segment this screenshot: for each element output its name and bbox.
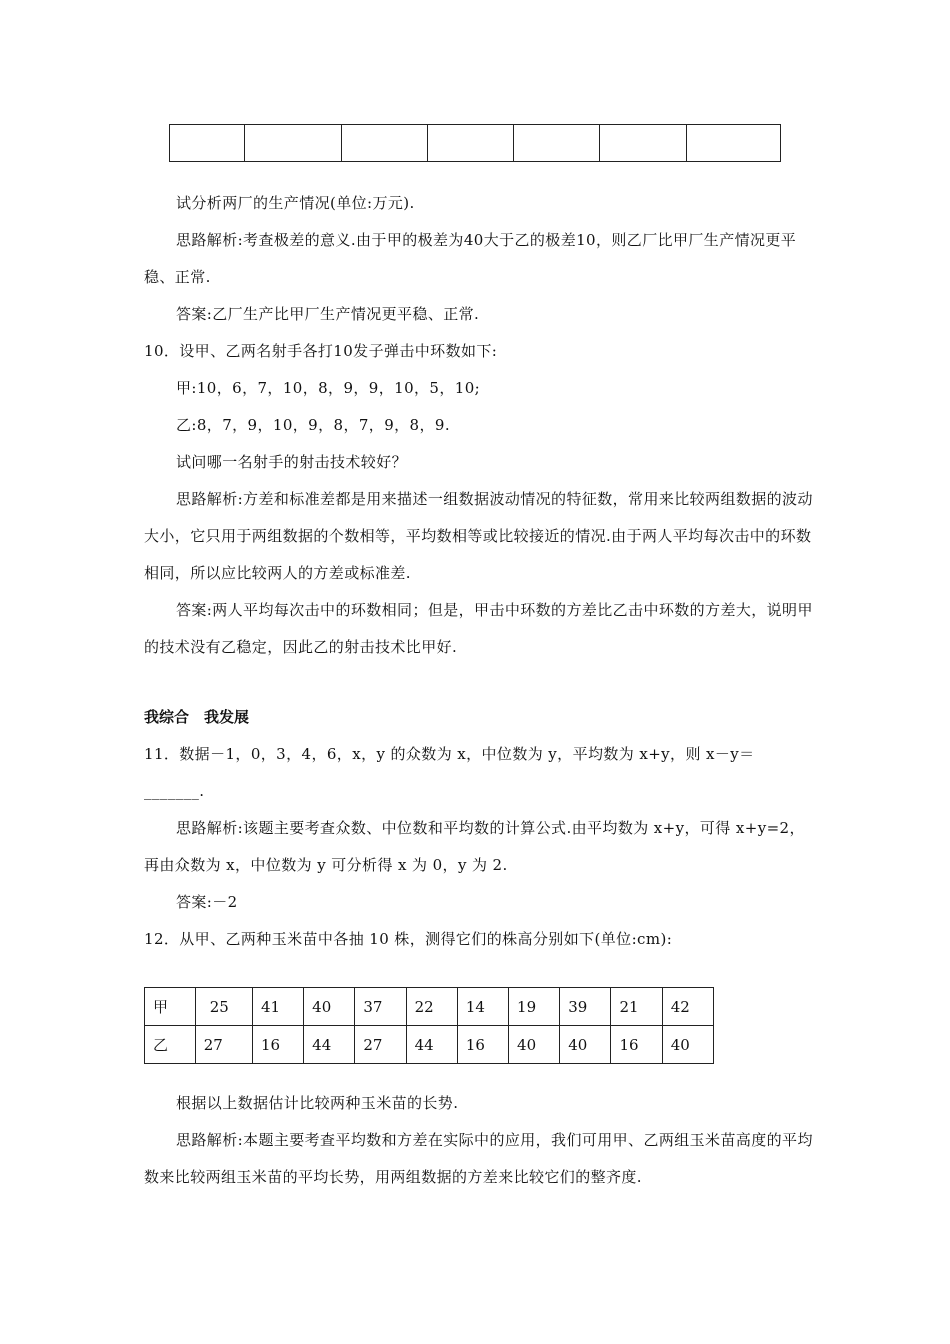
table-cell: 41 [252,988,303,1026]
table-cell: 16 [457,1026,508,1064]
q10-analysis: 思路解析:方差和标准差都是用来描述一组数据波动情况的特征数，常用来比较两组数据的波动大小，它只用于两组数据的个数相等，平均数相等或比较接近的情况.由于两人平均每次击中的环数相同，所以应比较两人的方差或标准差. [144,490,813,582]
table-cell: 乙 [145,1026,196,1064]
q11-answer-blank: _______. [144,782,205,800]
table-cell: 40 [304,988,355,1026]
table-cell: 16 [252,1026,303,1064]
table-cell: 甲 [145,988,196,1026]
table-cell [170,125,245,162]
q12-stem: 12．从甲、乙两种玉米苗中各抽 10 株，测得它们的株高分别如下(单位:cm): [144,930,673,948]
table-cell [427,125,513,162]
table-cell [514,125,600,162]
table-cell: 37 [355,988,406,1026]
q10-answer: 答案:两人平均每次击中的环数相同；但是，甲击中环数的方差比乙击中环数的方差大，说明甲的技术没有乙稳定，因此乙的射击技术比甲好. [144,601,813,656]
table-row [170,125,781,162]
q12-analysis: 思路解析:本题主要考查平均数和方差在实际中的应用，我们可用甲、乙两组玉米苗高度的平均数来比较两组玉米苗的平均长势，用两组数据的方差来比较它们的整齐度. [144,1131,813,1186]
table-cell: 16 [611,1026,662,1064]
q10-stem: 10．设甲、乙两名射手各打10发子弹击中环数如下: [144,342,498,360]
q12-question-text: 根据以上数据估计比较两种玉米苗的长势. [176,1094,459,1112]
table-cell: 40 [662,1026,713,1064]
table-cell: 44 [304,1026,355,1064]
table-cell: 42 [662,988,713,1026]
q11-analysis: 思路解析:该题主要考查众数、中位数和平均数的计算公式.由平均数为 x+y，可得 x+y=2，再由众数为 x，中位数为 y 可分析得 x 为 0，y 为 2. [144,819,805,874]
table-cell: 44 [406,1026,457,1064]
production-table-fragment [169,124,781,162]
table-cell: 19 [509,988,560,1026]
table-cell [341,125,427,162]
corn-height-table [144,987,714,1064]
table-cell: 27 [355,1026,406,1064]
table-cell [600,125,686,162]
table-cell: 22 [406,988,457,1026]
table-cell: 27 [195,1026,252,1064]
section-heading: 我综合 我发展 [144,708,250,726]
table-cell: 25 [195,988,252,1026]
table-cell: 40 [509,1026,560,1064]
q9-question-text: 试分析两厂的生产情况(单位:万元). [176,194,415,212]
table-cell: 39 [560,988,611,1026]
table-cell [245,125,341,162]
table-row [145,988,714,1026]
q11-answer: 答案:－2 [176,893,238,911]
table-cell: 40 [560,1026,611,1064]
q10-data-yi: 乙:8，7，9，10，9，8，7，9，8，9. [176,416,451,434]
q9-answer: 答案:乙厂生产比甲厂生产情况更平稳、正常. [176,305,480,323]
q9-analysis: 思路解析:考查极差的意义.由于甲的极差为40大于乙的极差10，则乙厂比甲厂生产情况更平稳、正常. [144,231,797,286]
table-cell [686,125,780,162]
table-row [145,1026,714,1064]
q10-question-text: 试问哪一名射手的射击技术较好？ [176,453,408,471]
q11-stem-text: 11．数据－1，0，3，4，6，x，y 的众数为 x，中位数为 y，平均数为 x+y，则 x－y＝ [144,745,755,763]
q10-data-jia: 甲:10，6，7，10，8，9，9，10，5，10; [176,379,481,397]
table-cell: 14 [457,988,508,1026]
table-cell: 21 [611,988,662,1026]
q11-stem [144,736,820,810]
